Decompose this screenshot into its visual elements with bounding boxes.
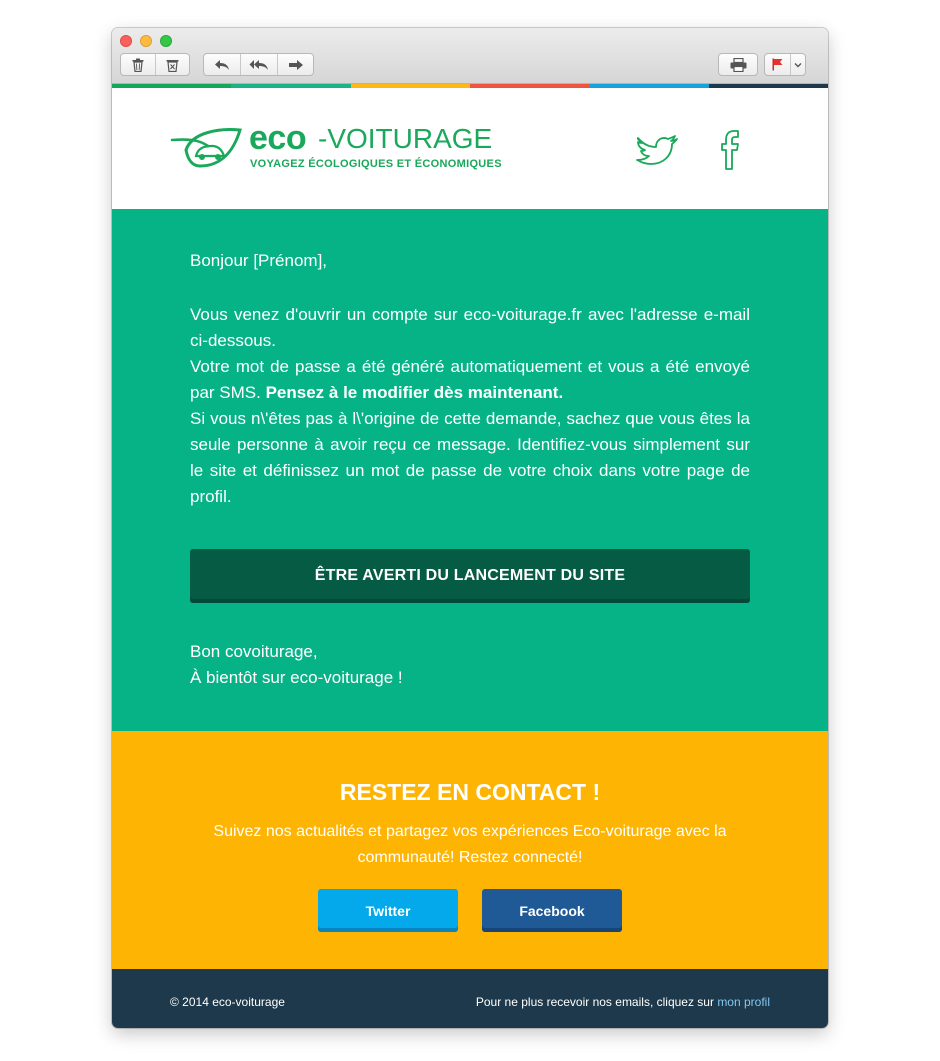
signoff xyxy=(190,639,403,691)
email-header xyxy=(112,88,828,209)
contact-text: Suivez nos actualités et partagez vos expériences Eco-voiturage avec la communauté! Restez connecté! xyxy=(213,823,727,866)
profile-link[interactable]: mon profil xyxy=(717,995,770,1009)
zoom-window-button[interactable] xyxy=(160,35,172,47)
twitter-button[interactable]: Twitter xyxy=(318,889,458,932)
leaf-car-logo-icon xyxy=(168,126,244,170)
flag-icon xyxy=(772,58,783,71)
greeting: Bonjour [Prénom], xyxy=(190,251,328,270)
copyright: © 2014 eco-voiturage xyxy=(170,995,285,1009)
minimize-window-button[interactable] xyxy=(140,35,152,47)
logo-tagline: VOYAGEZ ÉCOLOGIQUES ET ÉCONOMIQUES xyxy=(250,158,502,170)
origin-text: Si vous n\'êtes pas à l\'origine de cette demande, sachez que vous êtes la seule personne à avoir reçu ce message. Identifiez-vous simplement sur le site et définissez un mot de passe de votre choix dans votre page de profil. xyxy=(190,409,750,506)
signoff-line-1: Bon covoiturage, xyxy=(190,642,318,661)
flag-group xyxy=(764,53,806,76)
contact-title: RESTEZ EN CONTACT ! xyxy=(339,779,601,805)
message-paragraph xyxy=(190,302,750,510)
password-text: Votre mot de passe a été généré automatiquement et vous a été envoyé par SMS. xyxy=(190,357,750,402)
close-window-button[interactable] xyxy=(120,35,132,47)
forward-button[interactable] xyxy=(278,54,313,75)
mail-toolbar xyxy=(112,28,828,84)
reply-all-icon xyxy=(249,59,269,71)
trash-icon xyxy=(132,58,144,72)
facebook-button[interactable]: Facebook xyxy=(482,889,622,932)
reply-all-button[interactable] xyxy=(241,54,278,75)
twitter-bird-icon[interactable] xyxy=(635,132,679,166)
unsubscribe-note xyxy=(476,995,770,1009)
facebook-icon[interactable] xyxy=(718,128,742,172)
intro-text: Vous venez d'ouvrir un compte sur eco-voiturage.fr avec l'adresse e-mail ci-dessous. xyxy=(190,305,750,350)
print-group xyxy=(718,53,758,76)
junk-icon xyxy=(166,58,179,72)
flag-button[interactable] xyxy=(765,54,791,75)
email-footer xyxy=(112,969,828,1028)
contact-section xyxy=(112,731,828,969)
reply-icon xyxy=(214,59,230,71)
print-icon xyxy=(730,58,747,72)
password-warning: Pensez à le modifier dès maintenant. xyxy=(265,383,564,402)
signoff-line-2: À bientôt sur eco-voiturage ! xyxy=(190,668,403,687)
delete-button[interactable] xyxy=(121,54,156,75)
junk-button[interactable] xyxy=(156,54,189,75)
forward-icon xyxy=(288,59,304,71)
flag-menu-button[interactable] xyxy=(791,54,805,75)
delete-junk-group xyxy=(120,53,190,76)
logo-voiturage-text: -VOITURAGE xyxy=(318,123,493,154)
reply-button[interactable] xyxy=(204,54,241,75)
print-button[interactable] xyxy=(719,54,757,75)
mail-window xyxy=(112,28,828,1028)
reply-group xyxy=(203,53,314,76)
chevron-down-icon xyxy=(794,62,802,68)
launch-notify-button[interactable]: ÊTRE AVERTI DU LANCEMENT DU SITE xyxy=(190,549,750,603)
message-body xyxy=(112,209,828,731)
logo-eco-text: eco xyxy=(249,119,307,157)
unsubscribe-text: Pour ne plus recevoir nos emails, cliquez sur xyxy=(475,995,714,1009)
